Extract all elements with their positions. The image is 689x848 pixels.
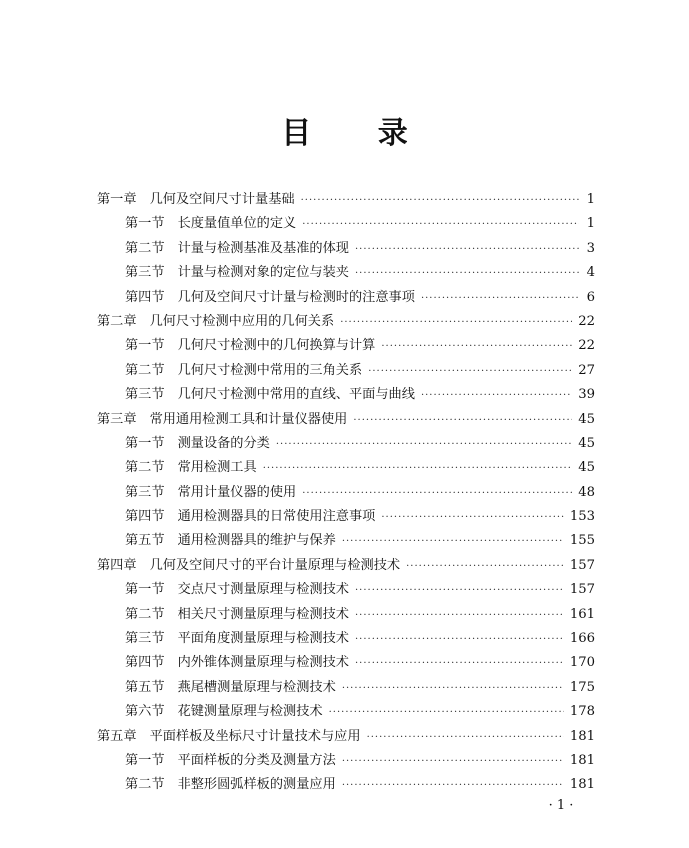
toc-entry-number: 第四章	[97, 557, 137, 573]
toc-entry-title: 计量与检测基准及基准的体现	[177, 240, 349, 256]
toc-entry-page: 39	[578, 387, 595, 403]
toc-entry-title: 几何尺寸检测中的几何换算与计算	[177, 338, 376, 354]
toc-entry-number: 第一节	[125, 752, 165, 768]
toc-entry-number: 第三章	[97, 411, 137, 427]
toc-entry-number: 第五章	[97, 728, 137, 744]
dot-leader	[367, 726, 564, 750]
dot-leader	[342, 677, 564, 701]
toc-entry-title: 几何及空间尺寸计量与检测时的注意事项	[177, 289, 415, 305]
toc-section-entry	[97, 334, 595, 358]
table-of-contents	[97, 188, 595, 798]
toc-entry-number: 第一节	[125, 435, 165, 451]
dot-leader	[342, 774, 564, 798]
toc-section-entry	[97, 627, 595, 651]
dot-leader	[276, 433, 572, 457]
toc-entry-title: 常用通用检测工具和计量仪器使用	[149, 411, 348, 427]
toc-entry-title: 交点尺寸测量原理与检测技术	[177, 582, 349, 598]
toc-entry-page: 181	[569, 777, 595, 793]
toc-entry-page: 45	[578, 460, 595, 476]
toc-entry-page: 181	[569, 752, 595, 768]
toc-entry-title: 相关尺寸测量原理与检测技术	[177, 606, 349, 622]
toc-entry-title: 内外锥体测量原理与检测技术	[177, 655, 349, 671]
toc-entry-number: 第四节	[125, 655, 165, 671]
toc-entry-page: 1	[586, 192, 595, 207]
dot-leader	[301, 189, 579, 213]
toc-entry-number: 第一节	[125, 338, 165, 354]
dot-leader	[342, 750, 564, 774]
dot-leader	[340, 311, 572, 335]
toc-entry-title: 几何尺寸检测中常用的三角关系	[177, 362, 363, 378]
dot-leader	[381, 506, 563, 530]
toc-entry-title: 通用检测器具的日常使用注意事项	[177, 509, 376, 525]
toc-entry-page: 153	[569, 509, 595, 525]
toc-chapter-entry	[97, 188, 595, 212]
toc-section-entry	[97, 603, 595, 627]
toc-section-entry	[97, 359, 595, 383]
toc-entry-page: 48	[578, 484, 595, 500]
toc-section-entry	[97, 432, 595, 456]
toc-entry-title: 平面样板及坐标尺寸计量技术与应用	[149, 728, 361, 744]
toc-entry-page: 157	[569, 557, 595, 573]
toc-section-entry	[97, 651, 595, 675]
toc-entry-title: 几何尺寸检测中应用的几何关系	[149, 313, 335, 329]
dot-leader	[421, 287, 579, 311]
toc-entry-title: 常用检测工具	[177, 460, 257, 476]
toc-entry-page: 161	[569, 606, 595, 622]
toc-entry-page: 45	[578, 411, 595, 427]
toc-entry-page: 45	[578, 435, 595, 451]
toc-entry-page: 22	[578, 338, 595, 354]
toc-entry-title: 通用检测器具的维护与保养	[177, 533, 336, 549]
toc-entry-page: 175	[569, 679, 595, 695]
toc-section-entry	[97, 481, 595, 505]
toc-entry-title: 花键测量原理与检测技术	[177, 704, 323, 720]
toc-chapter-entry	[97, 310, 595, 334]
toc-entry-title: 几何及空间尺寸的平台计量原理与检测技术	[149, 557, 401, 573]
toc-entry-title: 几何及空间尺寸计量基础	[149, 192, 295, 207]
toc-entry-page: 1	[586, 216, 595, 232]
toc-entry-title: 测量设备的分类	[177, 435, 270, 451]
toc-entry-number: 第二节	[125, 606, 165, 622]
toc-entry-number: 第三节	[125, 265, 165, 281]
toc-section-entry	[97, 286, 595, 310]
toc-entry-number: 第三节	[125, 631, 165, 647]
toc-entry-number: 第二章	[97, 313, 137, 329]
toc-entry-page: 181	[569, 728, 595, 744]
toc-entry-title: 平面样板的分类及测量方法	[177, 752, 336, 768]
toc-entry-number: 第二节	[125, 777, 165, 793]
toc-section-entry	[97, 383, 595, 407]
toc-entry-title: 几何尺寸检测中常用的直线、平面与曲线	[177, 387, 415, 403]
dot-leader	[355, 652, 564, 676]
toc-entry-number: 第四节	[125, 509, 165, 525]
toc-entry-page: 166	[569, 631, 595, 647]
toc-entry-number: 第二节	[125, 240, 165, 256]
dot-leader	[353, 409, 572, 433]
dot-leader	[302, 482, 572, 506]
toc-entry-page: 3	[586, 240, 595, 256]
dot-leader	[421, 384, 572, 408]
dot-leader	[355, 628, 564, 652]
toc-entry-number: 第二节	[125, 460, 165, 476]
toc-chapter-entry	[97, 408, 595, 432]
toc-entry-number: 第五节	[125, 679, 165, 695]
toc-entry-page: 170	[569, 655, 595, 671]
dot-leader	[368, 360, 572, 384]
dot-leader	[263, 457, 573, 481]
toc-entry-number: 第一章	[97, 192, 137, 207]
toc-entry-number: 第一节	[125, 216, 165, 232]
toc-entry-title: 长度量值单位的定义	[177, 216, 297, 232]
toc-section-entry	[97, 749, 595, 773]
toc-entry-number: 第一节	[125, 582, 165, 598]
toc-section-entry	[97, 700, 595, 724]
toc-section-entry	[97, 456, 595, 480]
toc-entry-number: 第六节	[125, 704, 165, 720]
toc-entry-title: 计量与检测对象的定位与装夹	[177, 265, 349, 281]
toc-entry-page: 4	[586, 265, 595, 281]
dot-leader	[355, 579, 564, 603]
toc-section-entry	[97, 505, 595, 529]
dot-leader	[302, 213, 579, 237]
toc-entry-number: 第二节	[125, 362, 165, 378]
toc-entry-page: 155	[569, 533, 595, 549]
toc-entry-page: 157	[569, 582, 595, 598]
toc-entry-number: 第三节	[125, 484, 165, 500]
dot-leader	[381, 335, 572, 359]
toc-entry-number: 第四节	[125, 289, 165, 305]
page-title: 目 录	[281, 116, 436, 151]
toc-entry-title: 非整形圆弧样板的测量应用	[177, 777, 336, 793]
toc-entry-number: 第三节	[125, 387, 165, 403]
toc-entry-title: 燕尾槽测量原理与检测技术	[177, 679, 336, 695]
dot-leader	[329, 701, 564, 725]
toc-entry-number: 第五节	[125, 533, 165, 549]
toc-entry-page: 6	[586, 289, 595, 305]
toc-entry-title: 常用计量仪器的使用	[177, 484, 297, 500]
toc-chapter-entry	[97, 554, 595, 578]
toc-chapter-entry	[97, 725, 595, 749]
toc-section-entry	[97, 773, 595, 797]
toc-section-entry	[97, 578, 595, 602]
page-number: · 1 ·	[548, 798, 574, 813]
toc-entry-page: 27	[578, 362, 595, 378]
toc-section-entry	[97, 529, 595, 553]
toc-section-entry	[97, 212, 595, 236]
dot-leader	[355, 238, 579, 262]
dot-leader	[355, 604, 564, 628]
dot-leader	[355, 262, 579, 286]
toc-entry-page: 22	[578, 313, 595, 329]
toc-section-entry	[97, 676, 595, 700]
dot-leader	[406, 555, 564, 579]
toc-entry-title: 平面角度测量原理与检测技术	[177, 631, 349, 647]
toc-section-entry	[97, 237, 595, 261]
toc-section-entry	[97, 261, 595, 285]
toc-entry-page: 178	[569, 704, 595, 720]
dot-leader	[342, 530, 564, 554]
